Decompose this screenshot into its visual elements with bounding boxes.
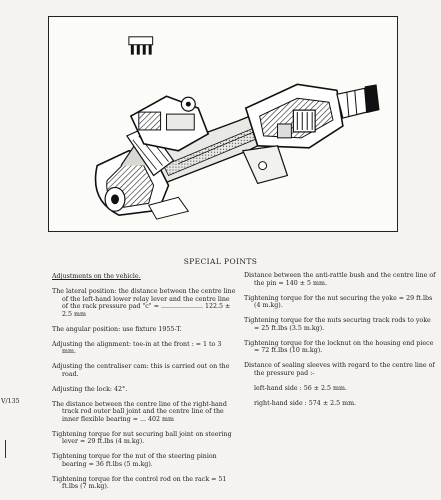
lower-mount	[243, 146, 288, 184]
spec-control-rod-torque: Tightening torque for the control rod on the rack = 51 ft.lbs (7 m.kg).	[52, 475, 227, 490]
spec-lock: Adjusting the lock: 42°.	[52, 385, 128, 393]
spec-left-hand-side: left-hand side : 56 ± 2.5 mm.	[254, 384, 348, 392]
page-edge-mark	[5, 440, 6, 458]
right-column	[244, 272, 436, 415]
spec-ball-joint-torque: Tightening torque for nut securing ball joint on steering lever = 29 ft.lbs (4 m.kg).	[52, 430, 232, 445]
page-margin-reference: V/135	[1, 398, 20, 405]
spec-alignment: Adjusting the alignment: toe-in at the front : = 1 to 3 mm.	[52, 340, 222, 355]
spec-track-rods-yoke-torque: Tightening torque for the nuts securing track rods to yoke = 25 ft.lbs (3.5 m.kg).	[244, 317, 431, 332]
left-column	[52, 273, 237, 498]
spec-track-rod-distance: The distance between the centre line of the right-hand track rod outer ball joint and the centre line of the inner flexible bearing = ... 402 mm	[52, 400, 227, 423]
spec-anti-rattle-distance: Distance between the anti-rattle bush and the centre line of the pin = 140 ± 5 mm.	[244, 272, 436, 287]
section-heading: SPECIAL POINTS	[183, 257, 258, 266]
comb-bracket	[129, 37, 153, 55]
spec-pinion-bearing-torque: Tightening torque for the nut of the steering pinion bearing = 36 ft.lbs (5 m.kg).	[52, 453, 217, 468]
steering-rack-cutaway-drawing	[48, 16, 398, 232]
spec-sealing-sleeves: Distance of sealing sleeves with regard to the centre line of the pressure pad :-	[244, 362, 435, 377]
spec-angular-position: The angular position: use fixture 1955-T.	[52, 325, 182, 333]
spec-right-hand-side: right-hand side : 574 ± 2.5 mm.	[254, 399, 357, 407]
adjustments-subheading: Adjustments on the vehicle.	[52, 273, 141, 280]
output-shaft	[337, 84, 380, 118]
spec-yoke-torque: Tightening torque for the nut securing the yoke = 29 ft.lbs (4 m.kg).	[244, 294, 433, 309]
rack-end-assembly	[246, 84, 343, 147]
steering-rack-cutaway-illustration	[49, 17, 397, 231]
spec-locknut-torque: Tightening torque for the locknut on the housing end piece = 72 ft.lbs (10 m.kg).	[244, 339, 434, 354]
spec-lateral-position: The lateral position: the distance between the centre line of the left-hand lower relay lever and the centre line of the rack pressure pad "c" = ..................... 122.5 ± 2.5 mm	[52, 288, 236, 318]
spec-centraliser-cam: Adjusting the centraliser cam: this is carried out on the road.	[52, 363, 230, 378]
